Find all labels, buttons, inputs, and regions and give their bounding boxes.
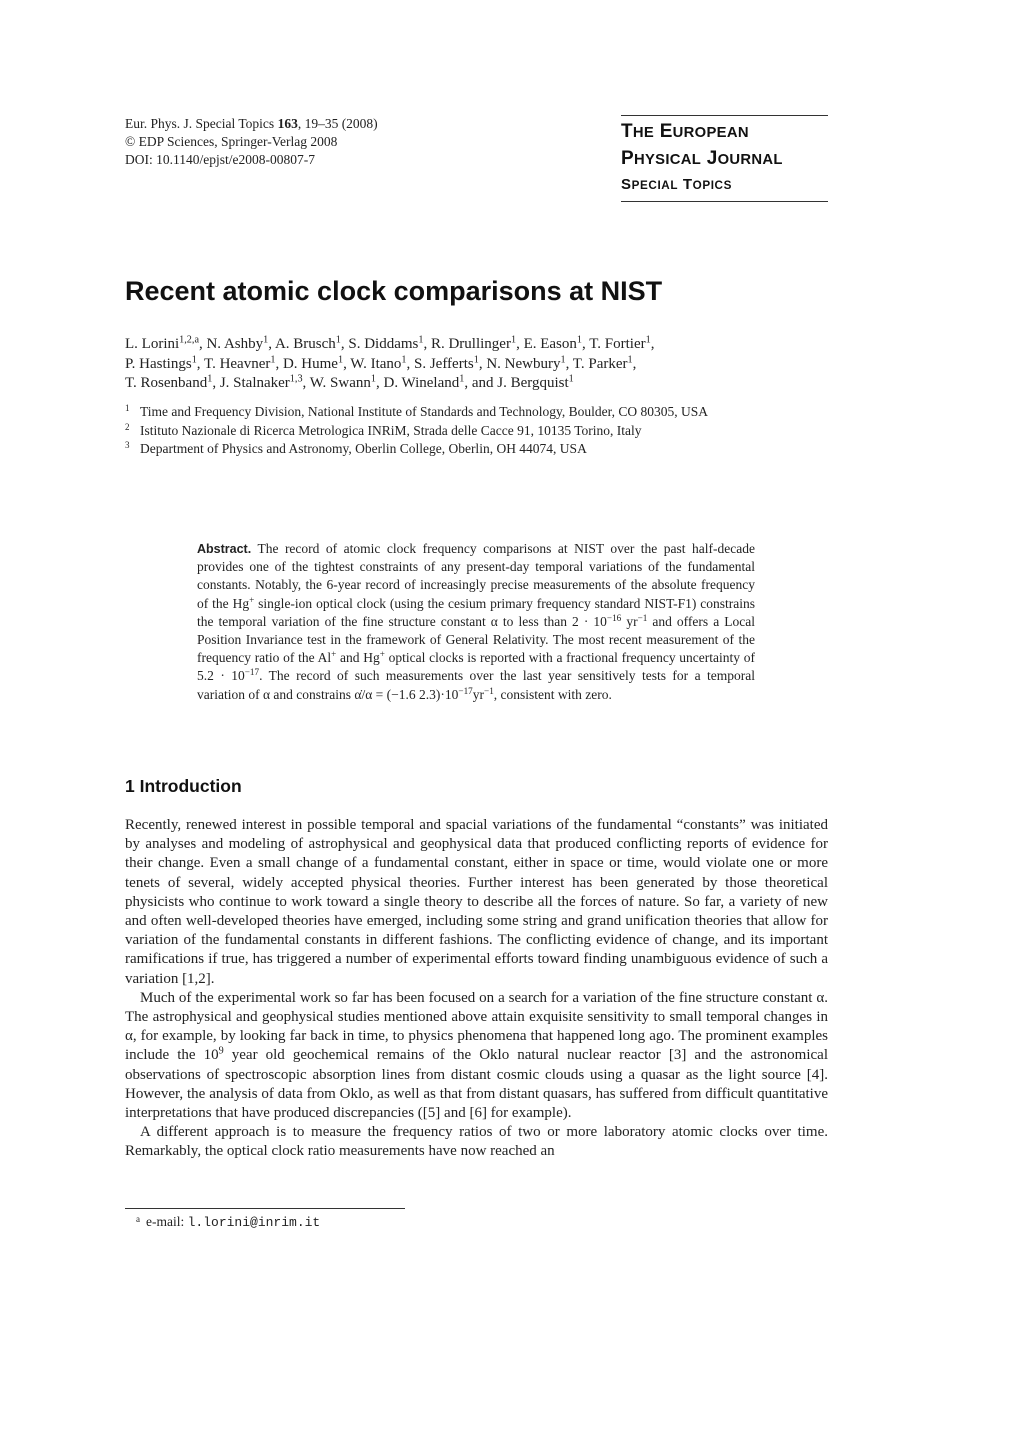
author-name: D. Hume [282,355,338,372]
abstract-label: Abstract. [197,542,252,556]
abstract: Abstract. The record of atomic clock frequency comparisons at NIST over the past half-decade provides one of the tightest constraints of any present-day temporal variations of the fundamental constants. Notably, the 6-year record of increasingly precise measurements of the absolute frequency of the Hg+ single-ion optical clock (using the cesium primary frequency standard NIST-F1) constrains the temporal variation of the fine structure constant α to less than $2 \cdot 10^{-16}$ $yr^{-1}$ and offers a Local Position Invariance test in the framework of General Relativity. The most recent measurement of the frequency ratio of the Al+ and Hg+ optical clocks is reported with a fractional frequency uncertainty of $5.2 \cdot 10^{-17}$. The record of such measurements over the last year sensitively tests for a temporal variation of α and constrains α̇/α = (−1.6 $2.3)\cdot 10^{-17}yr^{-1}$, consistent with zero. [197,541,755,702]
doi-line: DOI: 10.1140/epjst/e2008-00807-7 [125,152,315,167]
author-name: P. Hastings [125,355,192,372]
author-name: T. Parker [572,355,628,372]
author-name: S. Diddams [348,336,419,352]
email-link[interactable]: l.lorini@inrim.it [187,1215,321,1230]
copyright-line: © EDP Sciences, Springer-Verlag 2008 [125,134,338,149]
running-header [125,115,378,169]
footnote-symbol: a [136,1214,140,1224]
author-line: T. Rosenband$^1$, J. Stalnaker$^{1,3}$, W. Swann$^1$, D. Wineland$^1$, and J. Bergquist$^1$ [125,373,574,391]
author-name: T. Heavner [204,355,271,372]
paragraph-3: A different approach is to measure the frequency ratios of two or more laboratory atomic clocks over time. Remarkably, the optical clock ratio measurements have now reached an [125,1124,828,1160]
affiliation: 3 Department of Physics and Astronomy, Oberlin College, Oberlin, OH 44074, USA [125,440,587,456]
author-name: L. Lorini [125,336,180,352]
author-name: W. Itano [350,355,402,372]
author-name: E. Eason [523,336,577,352]
author-name: S. Jefferts [414,355,474,372]
paragraph-2: Much of the experimental work so far has been focused on a search for a variation of the fine structure constant α. The astrophysical and geophysical studies mentioned above attain exquisite sensitivity to small temporal changes in α, for example, by looking far back in time, to physics phenomena that happened long ago. The prominent examples include the $10^9$ year old geochemical remains of the Oklo natural nuclear reactor [3] and the astronomical observations of spectroscopic absorption lines from distant cosmic clouds using a quasar as the light source [4]. However, the analysis of data from Oklo, as well as that from distant quasars, has suffered from difficult quantitative interpretations that have produced discrepancies ([5] and [6] for example). [125,989,828,1122]
journal-logo-line1: THE EUROPEAN [621,121,749,142]
author-list [125,335,830,394]
footnote-rule [125,1208,405,1209]
body-text [125,816,828,1162]
citation-line: Eur. Phys. J. Special Topics 163, 19–35 (2008) [125,116,378,131]
author-name: W. Swann [309,375,371,391]
footnote: $^a$ e-mail: l.lorini@inrim.it [136,1214,321,1230]
author-name: D. Wineland [383,375,460,391]
paragraph-1: Recently, renewed interest in possible temporal and spacial variations of the fundamental “constants” was initiated by analyses and modeling of astrophysical and geophysical data that produced conflicting reports of evidence for their change. Even a small change of a fundamental constant, either in space or time, would violate one or more tenets of several, widely accepted physical theories. Further interest has been generated by those theoretical physicists who continue to work toward a single theory to describe all the forces of nature. So far, a variety of new and often well-developed theories have emerged, including some string and grand unification theories that allow for variation of the fundamental constants in different fashions. The conflicting evidence of change, and its important ramifications if true, has triggered a number of experimental efforts toward finding unambiguous evidence of such a variation [1,2]. [125,817,828,987]
journal-logo-line2: PHYSICAL JOURNAL [621,148,783,169]
author-line: P. Hastings$^1$, T. Heavner$^1$, D. Hume$^1$, W. Itano$^1$, S. Jefferts$^1$, N. Newbury$^1$, T. Parker$^1$, [125,353,637,372]
author-name: N. Ashby [206,336,264,352]
journal-logo-line3: SPECIAL TOPICS [621,176,732,193]
affiliation-list [125,403,830,459]
author-name: T. Fortier [589,336,646,352]
author-name: N. Newbury [486,355,561,372]
author-name: and J. Bergquist [471,375,569,391]
section-heading-introduction: 1 Introduction [125,776,242,796]
author-line: L. Lorini$^{1,2,a}$, N. Ashby$^1$, A. Brusch$^1$, S. Diddams$^1$, R. Drullinger$^1$, E. Eason$^1$, T. Fortier$^1$, [125,334,655,352]
author-name: T. Rosenband [125,375,208,391]
paper-title: Recent atomic clock comparisons at NIST [125,276,663,306]
author-name: J. Stalnaker [219,375,290,391]
author-name: A. Brusch [274,336,336,352]
affiliation: 2 Istituto Nazionale di Ricerca Metrologica INRiM, Strada delle Cacce 91, 10135 Torino, Italy [125,421,642,438]
affiliation: 1 Time and Frequency Division, National Institute of Standards and Technology, Boulder, CO 80305, USA [125,403,708,419]
journal-logo [621,115,828,202]
author-name: R. Drullinger [430,336,511,352]
